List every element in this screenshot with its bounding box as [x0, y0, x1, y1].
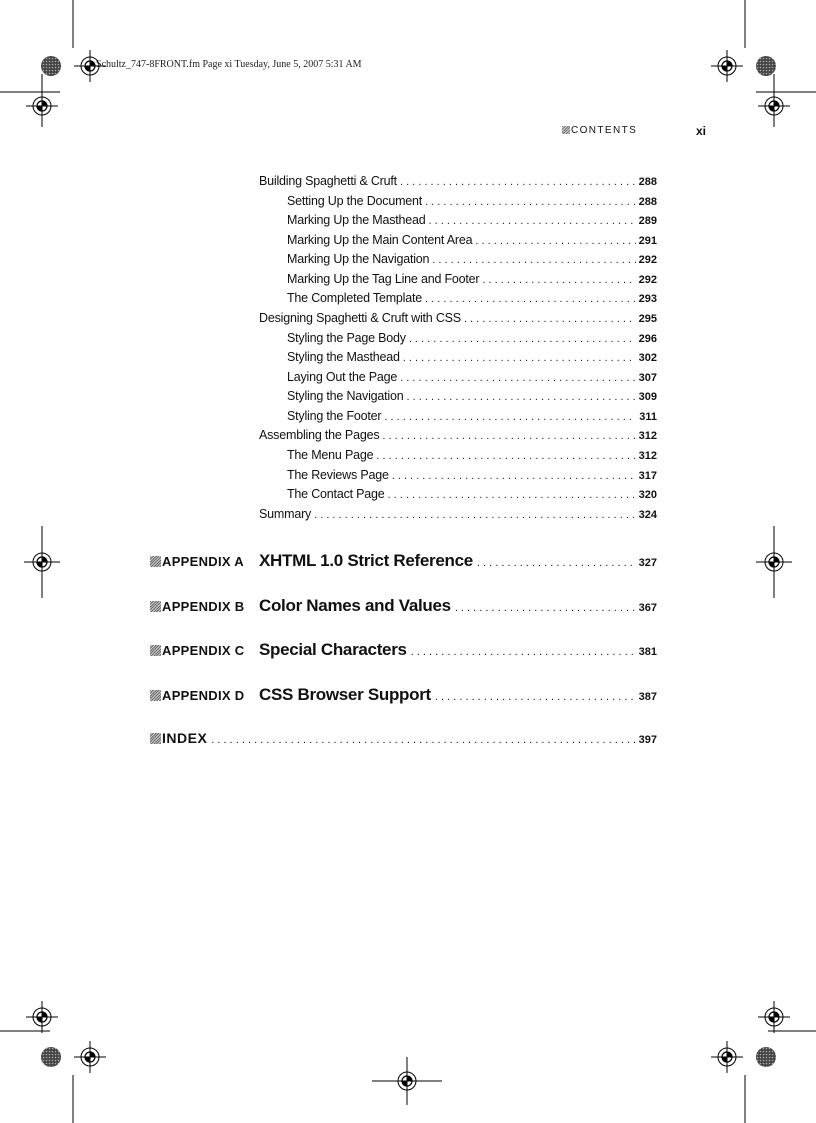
page-number: 295 [638, 313, 657, 325]
page-number: 367 [638, 602, 657, 614]
toc-entry[interactable]: Laying Out the Page . . . 307 [287, 370, 657, 384]
toc-entry[interactable]: Marking Up the Masthead . . . 289 [287, 213, 657, 227]
page-number: 307 [638, 372, 657, 384]
toc-entry[interactable]: Marking Up the Main Content Area . . . 291 [287, 233, 657, 247]
page-number: 317 [638, 470, 657, 482]
page-number: 397 [638, 734, 657, 746]
appendix-label: APPENDIX D [150, 688, 259, 703]
page-number: 288 [638, 176, 657, 188]
square-bullet-icon [150, 645, 161, 656]
toc-entry[interactable]: Marking Up the Navigation . . . 292 [287, 252, 657, 266]
index-label: INDEX [150, 730, 207, 746]
page-folio: xi [695, 124, 706, 138]
running-head [500, 124, 710, 140]
page-number: 296 [638, 333, 657, 345]
toc-entry[interactable]: Styling the Masthead . . . 302 [287, 350, 657, 364]
square-bullet-icon [150, 601, 161, 612]
page-number: 291 [638, 235, 657, 247]
square-bullet-icon [150, 690, 161, 701]
page-number: 292 [638, 274, 657, 286]
page-number: 309 [638, 391, 657, 403]
toc-entry[interactable]: Building Spaghetti & Cruft . . . 288 [259, 174, 657, 188]
page-number: 312 [638, 430, 657, 442]
page-number: 288 [638, 196, 657, 208]
toc-entry[interactable]: Styling the Navigation . . . 309 [287, 389, 657, 403]
page-number: 324 [638, 509, 657, 521]
square-bullet-icon [150, 733, 161, 744]
appendix-title: CSS Browser Support [259, 685, 431, 704]
toc-entry[interactable]: Styling the Footer . . . 311 [287, 409, 657, 423]
appendix-entry[interactable] [150, 685, 657, 705]
appendix-title: Special Characters [259, 640, 407, 659]
appendix-entry[interactable] [150, 551, 657, 571]
appendix-title: XHTML 1.0 Strict Reference [259, 551, 473, 570]
running-head-label: CONTENTS [562, 125, 637, 136]
page-number: 289 [638, 215, 657, 227]
toc-entry[interactable]: The Menu Page . . . 312 [287, 448, 657, 462]
page-number: 327 [638, 557, 657, 569]
page-number: 302 [638, 352, 657, 364]
toc-entry[interactable]: The Completed Template . . . 293 [287, 291, 657, 305]
appendix-entry[interactable] [150, 640, 657, 660]
page-number: 387 [638, 691, 657, 703]
toc-entry[interactable]: Styling the Page Body . . . 296 [287, 331, 657, 345]
square-bullet-icon [150, 556, 161, 567]
toc-entry[interactable]: Assembling the Pages . . . 312 [259, 428, 657, 442]
toc-entry[interactable]: Designing Spaghetti & Cruft with CSS . . . 295 [259, 311, 657, 325]
toc-entry[interactable]: The Contact Page . . . 320 [287, 487, 657, 501]
page-number: 312 [638, 450, 657, 462]
print-slug: Schultz_747-8FRONT.fm Page xi Tuesday, June 5, 2007 5:31 AM [96, 59, 362, 70]
appendix-entry[interactable] [150, 596, 657, 616]
page-number: 381 [638, 646, 657, 658]
index-entry[interactable] [150, 730, 657, 746]
appendix-label: APPENDIX A [150, 554, 259, 569]
toc-entry[interactable]: Setting Up the Document . . . 288 [287, 194, 657, 208]
toc-entry[interactable]: Marking Up the Tag Line and Footer . . . 292 [287, 272, 657, 286]
page-number: 311 [639, 411, 657, 423]
page-number: 292 [638, 254, 657, 266]
page-number: 293 [638, 293, 657, 305]
appendix-label: APPENDIX C [150, 643, 259, 658]
square-bullet-icon [562, 126, 570, 134]
appendix-label: APPENDIX B [150, 599, 259, 614]
toc-entry[interactable]: Summary . . . 324 [259, 507, 657, 521]
appendix-title: Color Names and Values [259, 596, 451, 615]
toc-entry[interactable]: The Reviews Page . . . 317 [287, 468, 657, 482]
page-number: 320 [638, 489, 657, 501]
